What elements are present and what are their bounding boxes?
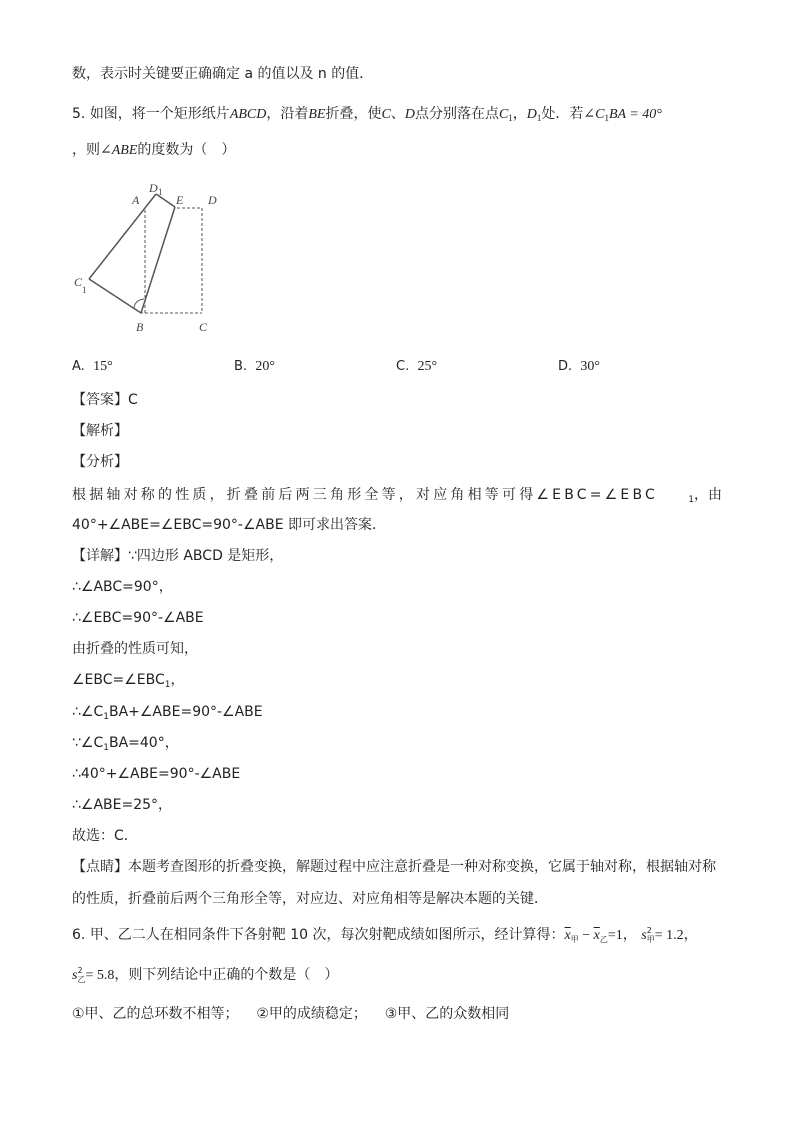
q5-c1-sub: 1 xyxy=(508,113,513,123)
q5-stem-text-5: 处．若 xyxy=(541,106,584,122)
step-line-sum xyxy=(72,702,263,727)
q5-rect-name: ABCD xyxy=(229,107,267,122)
q5-given-sub: 1 xyxy=(604,113,609,123)
fig-edge-e-b xyxy=(141,207,175,313)
q5-stem-text-7: 的度数为（ ） xyxy=(137,142,236,158)
dianjing-line-2: 的性质，折叠前后两个三角形全等，对应边、对应角相等是解决本题的关键． xyxy=(72,891,548,907)
q5-stem-line-2 xyxy=(72,140,235,161)
q5-c1: C xyxy=(498,107,509,122)
analysis-label: 【解析】 xyxy=(72,423,128,439)
q6-s-jia: s xyxy=(641,928,647,943)
answer-label: 【答案】 xyxy=(72,392,128,408)
step-text: ∴∠C xyxy=(72,704,104,720)
detail-text: ∵四边形 ABCD 是矩形， xyxy=(128,548,284,564)
q6-s-yi: s xyxy=(72,968,78,983)
q5-geometry-figure xyxy=(72,180,242,340)
q6-sub-yi: 乙 xyxy=(599,935,608,944)
q5-stem-text: 如图，将一个矩形纸片 xyxy=(89,106,230,122)
fig-label-a: A xyxy=(132,193,140,207)
step-text-end: BA=40°， xyxy=(108,735,179,751)
q5-stem-text-3: 折叠，使 xyxy=(325,106,382,122)
fig-label-e: E xyxy=(176,193,184,207)
q5-comma: ， xyxy=(512,106,527,122)
q5-fold-line: BE xyxy=(308,107,326,122)
step-line: 由折叠的性质可知， xyxy=(72,641,198,657)
fig-edge-b-c1 xyxy=(89,279,141,313)
continuation-text: 数，表示时关键要正确确定 a 的值以及 n 的值． xyxy=(72,66,374,82)
option-value: 20° xyxy=(255,359,275,374)
option-key: D. xyxy=(558,359,573,374)
q6-item-3: ③甲、乙的众数相同 xyxy=(384,1006,510,1022)
q5-stem-text-6: ，则 xyxy=(72,142,100,158)
q5-option-b[interactable] xyxy=(234,359,275,375)
q5-point-c: C xyxy=(381,107,391,122)
step-text-end: ， xyxy=(170,672,185,688)
option-key: B. xyxy=(234,359,248,374)
step-line-eq: ∴40°+∠ABE=90°-∠ABE xyxy=(72,766,241,782)
q6-sub-jia: 甲 xyxy=(570,935,579,944)
q5-given-angle: ∠C xyxy=(583,107,605,122)
dianjing-text: 本题考查图形的折叠变换，解题过程中应注意折叠是一种对称变换，它属于轴对称，根据轴对称 xyxy=(128,859,716,875)
answer-line xyxy=(72,390,138,410)
fenxi-sub: 1 xyxy=(688,495,694,505)
q5-stem-text-2: ，沿着 xyxy=(266,106,309,122)
detail-line-1 xyxy=(72,546,283,566)
q5-option-c[interactable] xyxy=(396,359,437,375)
step-text: ∵∠C xyxy=(72,735,104,751)
q5-option-d[interactable] xyxy=(558,359,600,375)
q6-items-line xyxy=(72,1004,509,1024)
q5-d1-sub: 1 xyxy=(536,113,542,123)
q5-option-a[interactable] xyxy=(72,359,113,375)
q6-eq1: =1， xyxy=(607,928,637,943)
option-key: A. xyxy=(72,359,85,374)
step-sub: 1 xyxy=(103,743,109,753)
fig-label-b: B xyxy=(136,320,144,334)
detail-label: 【详解】 xyxy=(72,548,128,564)
step-line: ∴∠ABC=90°， xyxy=(72,579,173,595)
step-line-ebc xyxy=(72,670,185,695)
q6-number: 6. xyxy=(72,927,86,943)
fenxi-text-1-end: ，由 xyxy=(694,487,722,503)
fig-label-c1-sub: 1 xyxy=(82,285,87,295)
q6-eq2: = 1.2， xyxy=(654,928,698,943)
q5-given-rest: BA = 40° xyxy=(609,107,662,122)
fig-label-c: C xyxy=(199,320,208,334)
q5-point-d: D xyxy=(404,107,415,122)
option-value: 25° xyxy=(417,359,438,374)
q5-stem-text-4: 点分别落在点 xyxy=(414,106,499,122)
q6-stem-line-1 xyxy=(72,925,698,950)
q6-stem-text: 甲、乙二人在相同条件下各射靶 10 次，每次射靶成绩如图所示，经计算得： xyxy=(89,927,565,943)
fenxi-line-2: 40°+∠ABE=∠EBC=90°-∠ABE 即可求出答案． xyxy=(72,517,387,533)
step-text-end: BA+∠ABE=90°-∠ABE xyxy=(108,704,263,720)
fenxi-line-1 xyxy=(72,484,722,505)
answer-value: C xyxy=(128,392,138,408)
step-text: ∠EBC=∠EBC xyxy=(72,672,165,688)
q5-number: 5. xyxy=(72,106,86,122)
q5-stem-line-1 xyxy=(72,104,662,128)
fig-label-d1-sub: 1 xyxy=(158,187,163,197)
q6-item-2: ②甲的成绩稳定； xyxy=(256,1006,367,1022)
q6-stem-line-2 xyxy=(72,965,338,986)
step-line-result: ∴∠ABE=25°， xyxy=(72,797,173,813)
fenxi-label: 【分析】 xyxy=(72,454,128,470)
option-value: 30° xyxy=(580,359,601,374)
q6-sq: 2 xyxy=(646,926,652,935)
step-line: ∴∠EBC=90°-∠ABE xyxy=(72,610,204,626)
option-value: 15° xyxy=(93,359,113,374)
q6-s-sub-yi: 乙 xyxy=(77,975,86,984)
q5-sep: 、 xyxy=(390,106,405,122)
fig-label-d: D xyxy=(208,193,217,207)
step-sub: 1 xyxy=(103,712,109,722)
q6-minus: − xyxy=(578,928,594,943)
fenxi-text-1: 根据轴对称的性质，折叠前后两三角形全等，对应角相等可得∠EBC=∠EBC xyxy=(72,487,658,503)
q6-sq: 2 xyxy=(77,966,83,975)
fig-edge-c1-d1 xyxy=(89,194,156,279)
dianjing-label: 【点睛】 xyxy=(72,859,128,875)
step-line-given xyxy=(72,733,179,758)
q5-d1: D xyxy=(526,107,537,122)
q6-s-sub-jia: 甲 xyxy=(646,935,655,944)
fig-label-d1: D xyxy=(149,181,158,195)
dianjing-line-1 xyxy=(72,857,716,877)
option-key: C. xyxy=(396,359,410,374)
q6-stem-text-2: ，则下列结论中正确的个数是（ ） xyxy=(114,967,339,983)
q6-s-yi-value: = 5.8 xyxy=(85,968,115,983)
choose-line: 故选：C． xyxy=(72,828,138,844)
step-sub: 1 xyxy=(164,680,171,690)
q6-xbar-yi: $\overline{x}$ xyxy=(593,928,600,943)
q6-item-1: ①甲、乙的总环数不相等； xyxy=(72,1006,239,1022)
q6-xbar-jia: $\overline{x}$ xyxy=(564,928,571,943)
q5-asked-angle: ∠ABE xyxy=(100,143,138,158)
fig-label-c1: C xyxy=(74,275,83,289)
